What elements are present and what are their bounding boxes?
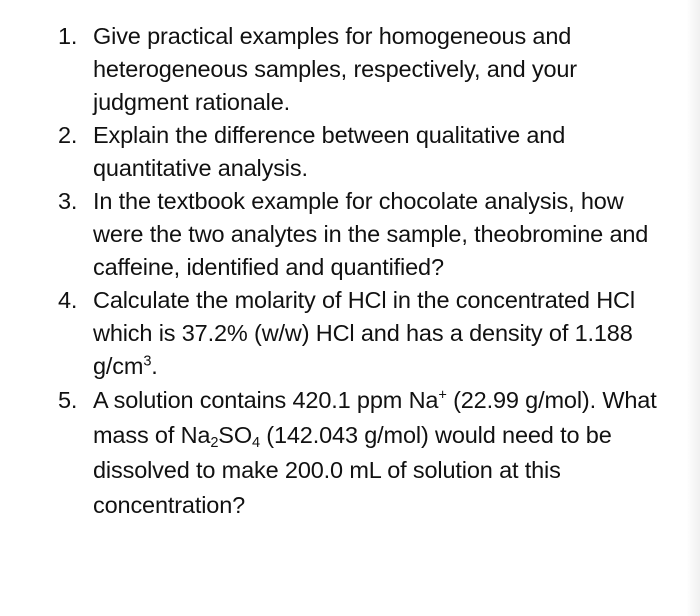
question-3 <box>58 185 678 284</box>
question-4-text-end: . <box>151 353 158 379</box>
question-4-text <box>93 287 635 379</box>
question-5-seg1: A solution contains 420.1 ppm Na <box>93 387 439 413</box>
question-5-subscript-b: 4 <box>251 435 260 452</box>
question-2-number: 2. <box>58 122 78 148</box>
question-1 <box>58 20 678 119</box>
question-5 <box>58 383 678 523</box>
question-3-number: 3. <box>58 188 78 214</box>
question-1-text: Give practical examples for homogeneous and heterogeneous samples, respectively, and your judgment rationale. <box>93 23 577 115</box>
question-3-text: In the textbook example for chocolate analysis, how were the two analytes in the sample, theobromine and caffeine, identified and quantified? <box>93 188 649 280</box>
question-5-seg4: (142.043 g/mol) would need to be dissolved to make 200.0 mL of solution at this concentration? <box>93 422 612 518</box>
question-list <box>58 20 678 523</box>
question-4-text-main: Calculate the molarity of HCl in the concentrated HCl which is 37.2% (w/w) HCl and has a density of 1.188 g/cm <box>93 287 635 379</box>
question-5-charge-superscript: + <box>438 387 447 404</box>
question-5-number: 5. <box>58 387 78 413</box>
question-5-seg3: SO <box>218 422 252 448</box>
question-1-number: 1. <box>58 23 78 49</box>
question-4-superscript: 3 <box>143 353 152 370</box>
page-edge-shadow <box>686 0 700 616</box>
question-2 <box>58 119 678 185</box>
question-4-number: 4. <box>58 287 78 313</box>
question-4 <box>58 284 678 383</box>
question-5-subscript-a: 2 <box>210 435 219 452</box>
question-2-text: Explain the difference between qualitative and quantitative analysis. <box>93 122 566 181</box>
question-5-text <box>93 387 657 518</box>
question-5-seg2: (22.99 g/mol). What mass of Na <box>93 387 657 448</box>
